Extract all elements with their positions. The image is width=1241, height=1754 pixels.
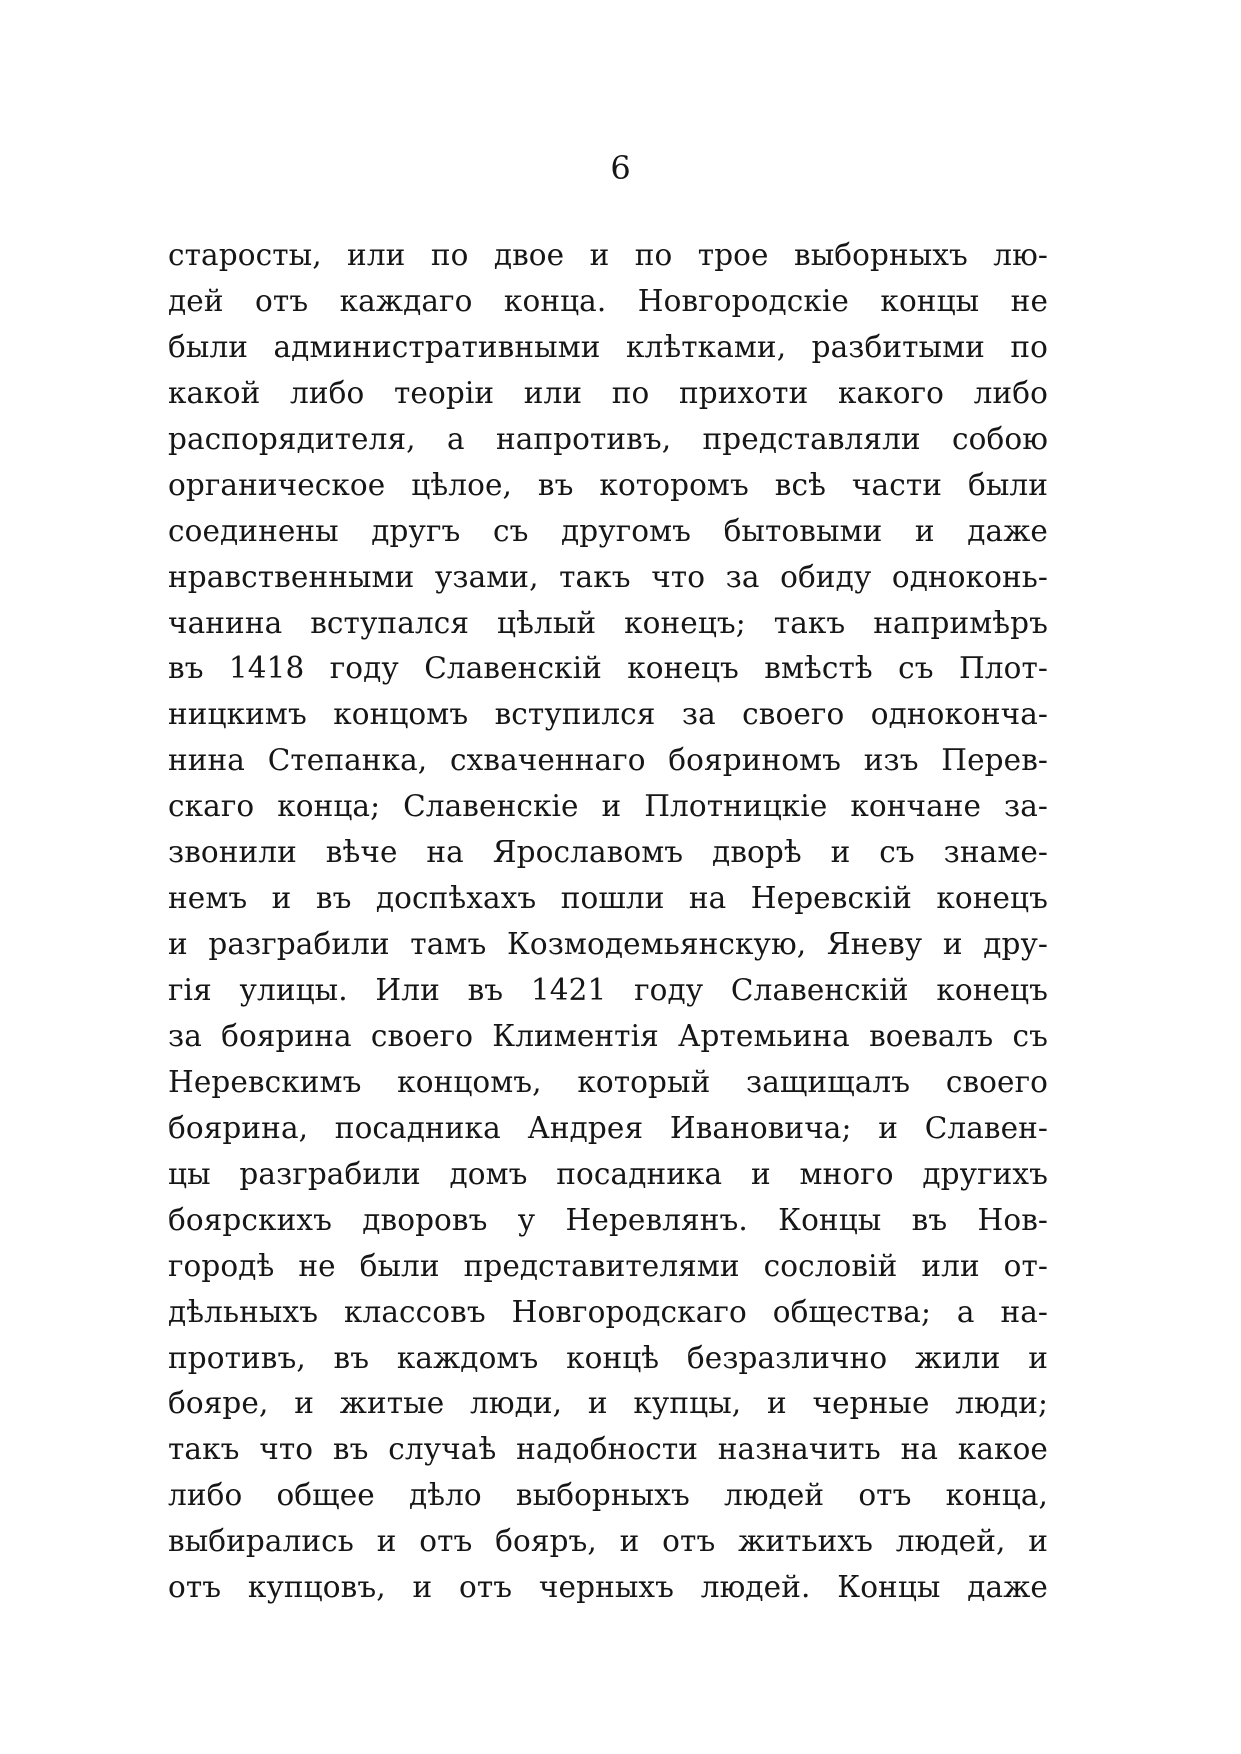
text-line: распорядителя, а напротивъ, представляли собою [168, 421, 1048, 456]
text-line: нравственными узами, такъ что за обиду одноконь- [168, 559, 1048, 594]
text-line: за боярина своего Климентія Артемьина воевалъ съ [168, 1018, 1048, 1053]
text-line: Неревскимъ концомъ, который защищалъ своего [168, 1064, 1048, 1099]
text-line: были административными клѣтками, разбитыми по [168, 329, 1048, 364]
text-line: боярина, посадника Андрея Ивановича; и Славен- [168, 1110, 1048, 1145]
text-line: въ 1418 году Славенскій конецъ вмѣстѣ съ Плот- [168, 651, 1048, 686]
text-line: ницкимъ концомъ вступился за своего одноконча- [168, 697, 1048, 732]
text-line: боярскихъ дворовъ у Неревлянъ. Концы въ Нов- [168, 1202, 1048, 1237]
text-line: соединены другъ съ другомъ бытовыми и даже [168, 513, 1048, 548]
text-line: отъ купцовъ, и отъ черныхъ людей. Концы даже [168, 1570, 1048, 1605]
page-number: 6 [610, 149, 631, 187]
text-line: скаго конца; Славенскіе и Плотницкіе кончане за- [168, 789, 1048, 824]
body-text [168, 233, 1048, 1611]
text-line: дей отъ каждаго конца. Новгородскіе концы не [168, 283, 1048, 318]
text-line: звонили вѣче на Ярославомъ дворѣ и съ знаме- [168, 835, 1048, 870]
text-line: и разграбили тамъ Козмодемьянскую, Яневу и дру- [168, 927, 1048, 962]
text-line: нина Степанка, схваченнаго бояриномъ изъ Перев- [168, 743, 1048, 778]
text-line: городѣ не были представителями сословій или от- [168, 1248, 1048, 1283]
text-line: чанина вступался цѣлый конецъ; такъ напримѣръ [168, 605, 1048, 640]
text-line: такъ что въ случаѣ надобности назначить на какое [168, 1432, 1048, 1467]
text-line: органическое цѣлое, въ которомъ всѣ части были [168, 467, 1048, 502]
text-line: бояре, и житые люди, и купцы, и черные люди; [168, 1386, 1048, 1421]
text-line: выбирались и отъ бояръ, и отъ житьихъ людей, и [168, 1524, 1048, 1559]
text-line: немъ и въ доспѣхахъ пошли на Неревскій конецъ [168, 881, 1048, 916]
text-line: либо общее дѣло выборныхъ людей отъ конца, [168, 1478, 1048, 1513]
text-line: какой либо теоріи или по прихоти какого либо [168, 375, 1048, 410]
text-line: гія улицы. Или въ 1421 году Славенскій конецъ [168, 973, 1048, 1007]
text-line: цы разграбили домъ посадника и много другихъ [168, 1156, 1048, 1191]
text-line: дѣльныхъ классовъ Новгородскаго общества; а на- [168, 1294, 1048, 1329]
text-line: старосты, или по двое и по трое выборныхъ лю- [168, 238, 1048, 272]
text-line: противъ, въ каждомъ концѣ безразлично жили и [168, 1340, 1048, 1375]
